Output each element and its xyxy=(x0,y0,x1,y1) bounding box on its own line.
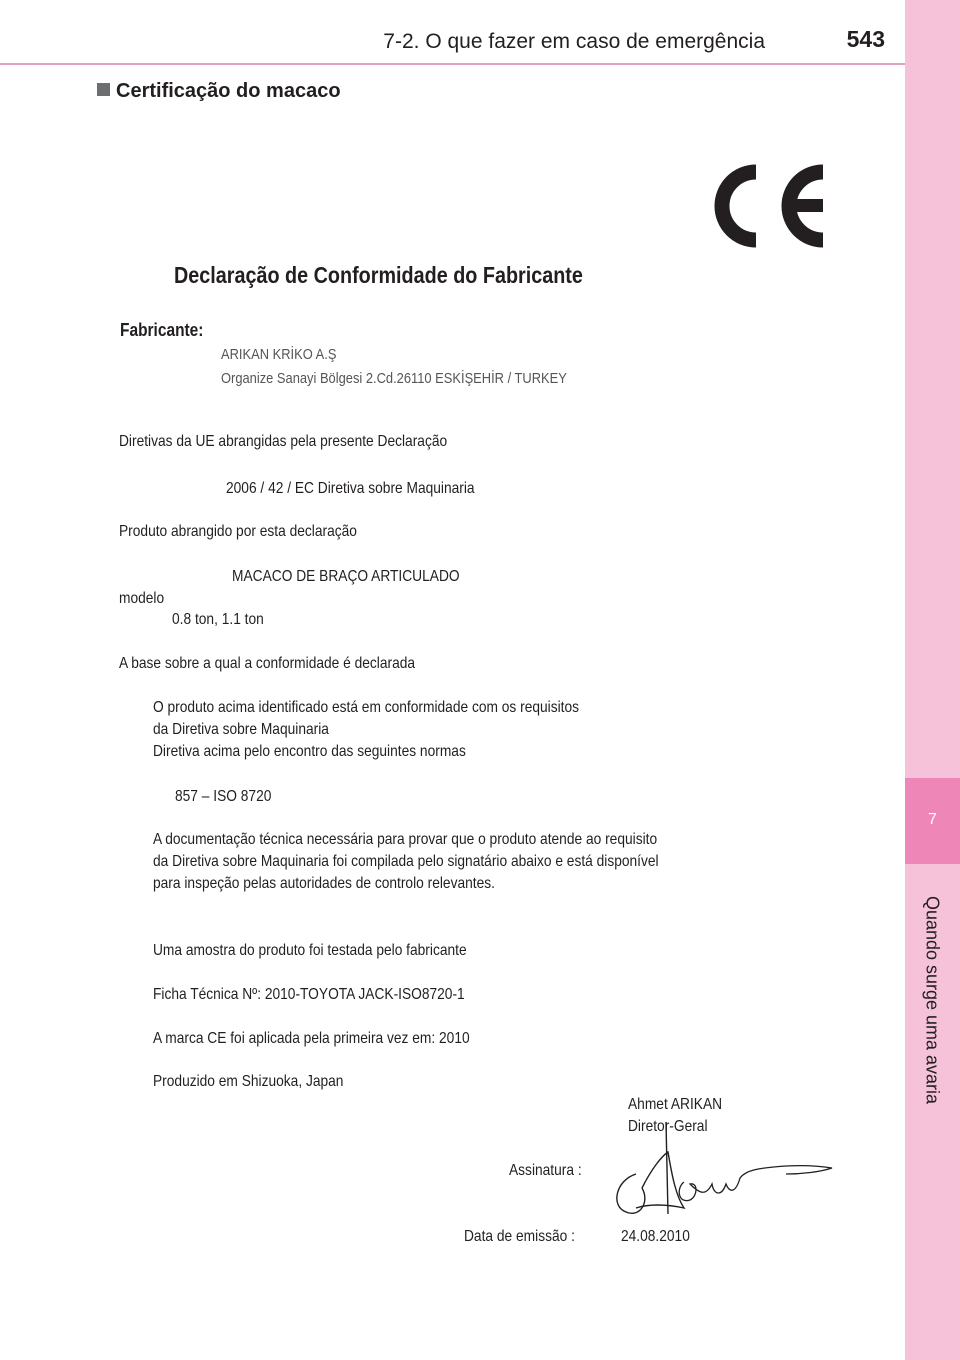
product-name: MACACO DE BRAÇO ARTICULADO xyxy=(232,568,460,585)
square-bullet-icon xyxy=(97,83,110,96)
page-number: 543 xyxy=(846,26,885,52)
handwritten-signature xyxy=(606,1122,838,1226)
documentation-line: para inspeção pelas autoridades de controlo relevantes. xyxy=(153,875,495,892)
standard-text: 857 – ISO 8720 xyxy=(175,788,272,805)
basis-line: O produto acima identificado está em conformidade com os requisitos xyxy=(153,699,580,716)
basis-label: A base sobre a qual a conformidade é declarada xyxy=(119,655,416,672)
model-label: modelo xyxy=(119,590,165,607)
section-title xyxy=(97,80,341,103)
signatory-title: Diretor-Geral xyxy=(628,1118,708,1135)
signatory-name: Ahmet ARIKAN xyxy=(628,1096,723,1113)
datasheet-text: Ficha Técnica Nº: 2010-TOYOTA JACK-ISO8720-1 xyxy=(153,986,465,1003)
documentation-line: da Diretiva sobre Maquinaria foi compilada pelo signatário abaixo e está disponível xyxy=(153,853,659,870)
documentation-line: A documentação técnica necessária para provar que o produto atende ao requisito xyxy=(153,831,658,848)
manufacturer-name: ARIKAN KRİKO A.Ş xyxy=(221,346,337,363)
directives-label: Diretivas da UE abrangidas pela presente Declaração xyxy=(119,433,448,450)
sample-tested-text: Uma amostra do produto foi testada pelo fabricante xyxy=(153,942,467,959)
issue-date: 24.08.2010 xyxy=(621,1228,690,1245)
basis-line: da Diretiva sobre Maquinaria xyxy=(153,721,329,738)
manufacturer-address: Organize Sanayi Bölgesi 2.Cd.26110 ESKİŞEHİR / TURKEY xyxy=(221,370,567,387)
manufacturer-label: Fabricante: xyxy=(120,320,204,340)
issue-date-label: Data de emissão : xyxy=(464,1228,575,1245)
signature-label: Assinatura : xyxy=(509,1162,582,1179)
header-title: 7-2. O que fazer em caso de emergência xyxy=(383,30,765,53)
ce-mark-logo xyxy=(706,158,836,254)
chapter-tab[interactable]: 7 xyxy=(905,778,960,864)
section-title-text: Certificação do macaco xyxy=(116,80,341,102)
basis-line: Diretiva acima pelo encontro das seguintes normas xyxy=(153,743,466,760)
ce-applied-text: A marca CE foi aplicada pela primeira vez em: 2010 xyxy=(153,1030,470,1047)
produced-in-text: Produzido em Shizuoka, Japan xyxy=(153,1073,344,1090)
side-strip xyxy=(905,0,960,1360)
directive-text: 2006 / 42 / EC Diretiva sobre Maquinaria xyxy=(226,480,475,497)
header-rule xyxy=(0,63,905,65)
product-label: Produto abrangido por esta declaração xyxy=(119,523,357,540)
model-value: 0.8 ton, 1.1 ton xyxy=(172,611,264,628)
chapter-side-label: Quando surge uma avaria xyxy=(922,895,943,1105)
certificate-title: Declaração de Conformidade do Fabricante xyxy=(174,262,583,288)
